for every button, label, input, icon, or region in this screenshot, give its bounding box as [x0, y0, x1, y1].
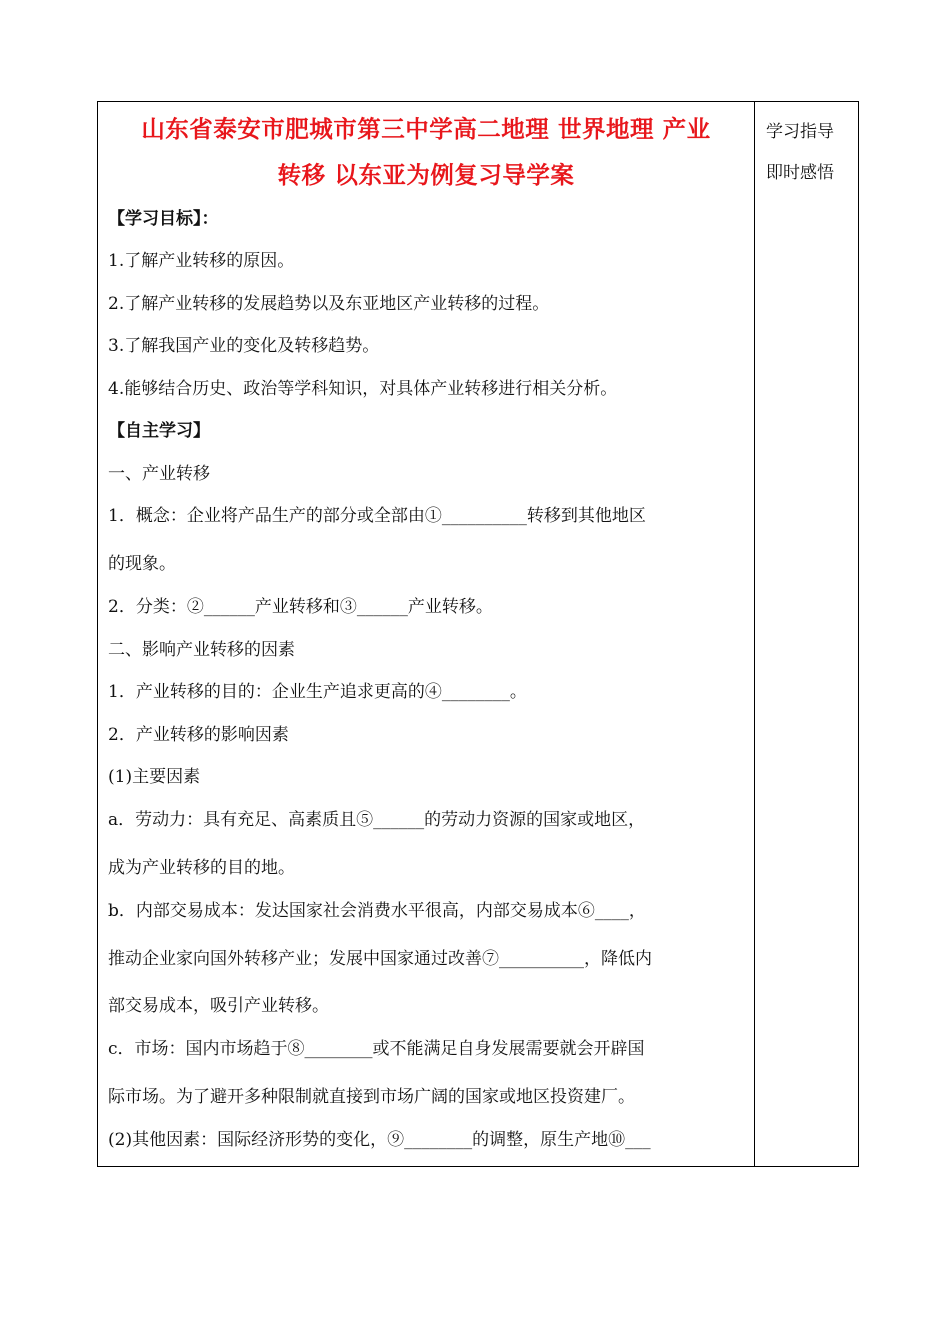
objective-item-3: 3.了解我国产业的变化及转移趋势。 [108, 336, 380, 356]
title-line-1: 山东省泰安市肥城市第三中学高二地理 世界地理 产业 [141, 115, 711, 143]
section-2-title: 二、影响产业转移的因素 [108, 640, 295, 660]
objectives-heading: 【学习目标】： [108, 209, 219, 229]
side-label-reflection: 即时感悟 [766, 163, 834, 183]
factors-title: 2．产业转移的影响因素 [108, 725, 289, 745]
purpose-line: 1．产业转移的目的：企业生产追求更高的④________。 [108, 682, 527, 702]
cost-line-1: b．内部交易成本：发达国家社会消费水平很高，内部交易成本⑥____， [108, 901, 646, 921]
objective-item-4: 4.能够结合历史、政治等学科知识，对具体产业转移进行相关分析。 [108, 379, 618, 399]
concept-line-1: 1．概念：企业将产品生产的部分或全部由①__________转移到其他地区 [108, 506, 646, 526]
section-1-title: 一、产业转移 [108, 464, 210, 484]
market-line-2: 际市场。为了避开多种限制就直接到市场广阔的国家或地区投资建厂。 [108, 1087, 635, 1107]
market-line-1: c．市场：国内市场趋于⑧________或不能满足自身发展需要就会开辟国 [108, 1039, 645, 1059]
concept-line-2: 的现象。 [108, 554, 176, 574]
cost-line-2: 推动企业家向国外转移产业；发展中国家通过改善⑦__________，降低内 [108, 949, 652, 969]
side-label-guidance: 学习指导 [766, 122, 834, 142]
classification-line: 2．分类：②______产业转移和③______产业转移。 [108, 597, 493, 617]
main-factors-title: (1)主要因素 [108, 767, 201, 787]
main-column [98, 102, 754, 1166]
title-line-2: 转移 以东亚为例复习导学案 [277, 161, 575, 189]
labor-line-2: 成为产业转移的目的地。 [108, 858, 295, 878]
self-study-heading: 【自主学习】 [108, 421, 210, 441]
labor-line-1: a．劳动力：具有充足、高素质且⑤______的劳动力资源的国家或地区， [108, 810, 646, 830]
column-divider [754, 102, 755, 1166]
document-title [98, 106, 754, 198]
objective-item-2: 2.了解产业转移的发展趋势以及东亚地区产业转移的过程。 [108, 294, 550, 314]
other-factors-line: (2)其他因素：国际经济形势的变化，⑨________的调整，原生产地⑩___ [108, 1130, 651, 1150]
side-column [756, 102, 858, 194]
objective-item-1: 1.了解产业转移的原因。 [108, 251, 295, 271]
cost-line-3: 部交易成本，吸引产业转移。 [108, 996, 329, 1016]
worksheet-table [97, 101, 859, 1167]
